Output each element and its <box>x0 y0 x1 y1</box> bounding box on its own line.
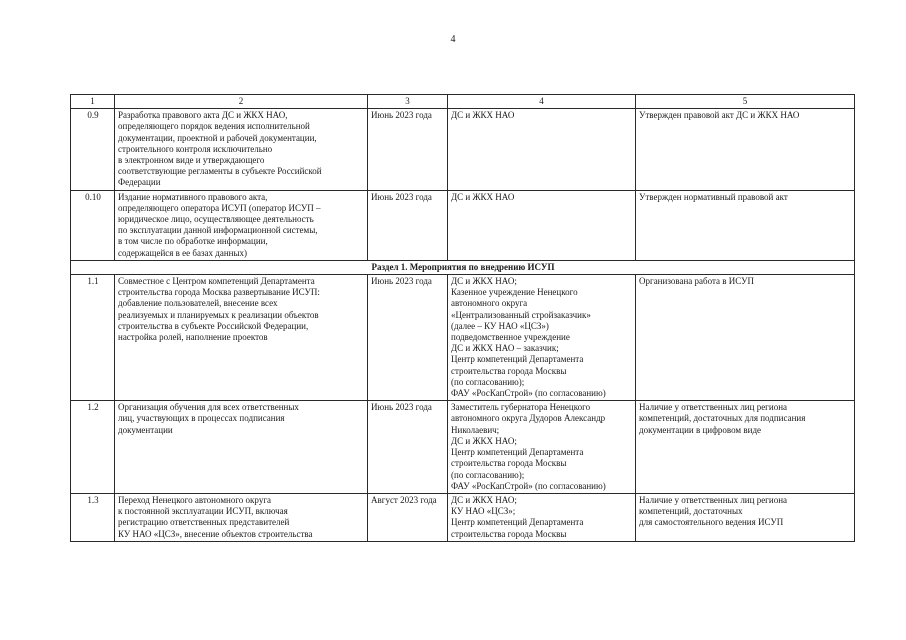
text-line: ДС и ЖКХ НАО; <box>451 435 517 446</box>
text-line: строительства города Москвы <box>451 528 567 539</box>
text-line: Организована работа в ИСУП <box>639 276 755 287</box>
table-row <box>71 109 855 190</box>
text-line: лиц, участвующих в процессах подписания <box>118 413 285 424</box>
text-line: Июнь 2023 года <box>371 110 432 121</box>
date-cell <box>368 401 448 494</box>
date-cell <box>368 275 448 401</box>
text-line: к постоянной эксплуатации ИСУП, включая <box>118 506 288 517</box>
text-line: автономного округа <box>451 298 528 309</box>
text-line: Переход Ненецкого автономного округа <box>118 494 271 505</box>
responsible-cell <box>448 275 636 401</box>
result-cell <box>636 275 855 401</box>
text-line: соответствующие регламенты в субъекте Российской <box>118 166 322 177</box>
text-line: для самостоятельного ведения ИСУП <box>639 517 784 528</box>
text-line: (далее – КУ НАО «ЦСЗ») <box>451 320 549 331</box>
task-cell <box>115 190 368 260</box>
text-line: Центр компетенций Департамента <box>451 517 584 528</box>
section-row <box>71 260 855 274</box>
date-cell <box>368 190 448 260</box>
text-line: Утвержден нормативный правовой акт <box>639 191 788 202</box>
task-cell <box>115 275 368 401</box>
text-line: Центр компетенций Департамента <box>451 354 584 365</box>
text-line: Совместное с Центром компетенций Департамента <box>118 276 315 287</box>
text-line: КУ НАО «ЦСЗ»; <box>451 506 516 517</box>
text-line: Центр компетенций Департамента <box>451 447 584 458</box>
header-cell: 4 <box>448 95 636 109</box>
text-line: Наличие у ответственных лиц региона <box>639 494 788 505</box>
text-line: Утвержден правовой акт ДС и ЖКХ НАО <box>639 110 800 121</box>
page-number: 4 <box>450 34 456 45</box>
text-line: Казенное учреждение Ненецкого <box>451 287 578 298</box>
table-row <box>71 401 855 494</box>
text-line: ДС и ЖКХ НАО – заказчик; <box>451 343 559 354</box>
text-line: документации в цифровом виде <box>639 424 762 435</box>
text-line: (по согласованию); <box>451 469 525 480</box>
responsible-cell <box>448 493 636 541</box>
text-line: Август 2023 года <box>371 494 437 505</box>
text-line: строительства города Москвы <box>451 458 567 469</box>
row-number: 0.9 <box>71 109 115 190</box>
text-line: компетенций, достаточных <box>639 506 743 517</box>
text-line: Организация обучения для всех ответственных <box>118 402 299 413</box>
row-number: 1.3 <box>71 493 115 541</box>
text-line: строительства города Москва развертывание ИСУП: <box>118 287 320 298</box>
text-line: реализуемых и планируемых к реализации объектов <box>118 309 319 320</box>
text-line: строительного контроля исключительно <box>118 143 273 154</box>
text-line: ДС и ЖКХ НАО; <box>451 276 517 287</box>
result-cell <box>636 109 855 190</box>
text-line: Федерации <box>118 177 161 188</box>
header-cell: 3 <box>368 95 448 109</box>
text-line: в электронном виде и утверждающего <box>118 155 265 166</box>
text-line: документации, проектной и рабочей документации, <box>118 132 317 143</box>
section-title: Раздел 1. Мероприятия по внедрению ИСУП <box>71 260 855 274</box>
text-line: Июнь 2023 года <box>371 276 432 287</box>
table-row <box>71 275 855 401</box>
row-number: 1.2 <box>71 401 115 494</box>
plan-table <box>70 94 855 542</box>
text-line: содержащейся в ее базах данных) <box>118 247 248 258</box>
text-line: (по согласованию); <box>451 376 525 387</box>
responsible-cell <box>448 401 636 494</box>
text-line: Июнь 2023 года <box>371 402 432 413</box>
date-cell <box>368 493 448 541</box>
text-line: ДС и ЖКХ НАО <box>451 110 515 121</box>
text-line: определяющего порядок ведения исполнительной <box>118 121 310 132</box>
row-number: 0.10 <box>71 190 115 260</box>
text-line: ФАУ «РосКапСтрой» (по согласованию) <box>451 480 606 491</box>
text-line: ФАУ «РосКапСтрой» (по согласованию) <box>451 388 606 399</box>
text-line: настройка ролей, наполнение проектов <box>118 332 268 343</box>
text-line: автономного округа Дудоров Александр <box>451 413 606 424</box>
responsible-cell <box>448 190 636 260</box>
text-line: добавление пользователей, внесение всех <box>118 298 278 309</box>
header-row <box>71 95 855 109</box>
task-cell <box>115 401 368 494</box>
header-cell: 2 <box>115 95 368 109</box>
text-line: определяющего оператора ИСУП (оператор ИСУП – <box>118 202 321 213</box>
text-line: Издание нормативного правового акта, <box>118 191 268 202</box>
text-line: Наличие у ответственных лиц региона <box>639 402 788 413</box>
text-line: юридическое лицо, осуществляющее деятельность <box>118 214 314 225</box>
text-line: компетенций, достаточных для подписания <box>639 413 806 424</box>
date-cell <box>368 109 448 190</box>
text-line: документации <box>118 424 173 435</box>
text-line: по эксплуатации данной информационной системы, <box>118 225 318 236</box>
result-cell <box>636 401 855 494</box>
text-line: Июнь 2023 года <box>371 191 432 202</box>
header-cell: 5 <box>636 95 855 109</box>
text-line: в том числе по обработке информации, <box>118 236 268 247</box>
text-line: подведомственное учреждение <box>451 332 570 343</box>
text-line: «Централизованный стройзаказчик» <box>451 309 591 320</box>
text-line: регистрацию ответственных представителей <box>118 517 290 528</box>
task-cell <box>115 493 368 541</box>
result-cell <box>636 493 855 541</box>
text-line: строительства города Москвы <box>451 365 567 376</box>
text-line: ДС и ЖКХ НАО <box>451 191 515 202</box>
text-line: КУ НАО «ЦСЗ», внесение объектов строительства <box>118 528 313 539</box>
text-line: Заместитель губернатора Ненецкого <box>451 402 591 413</box>
responsible-cell <box>448 109 636 190</box>
header-cell: 1 <box>71 95 115 109</box>
row-number: 1.1 <box>71 275 115 401</box>
text-line: ДС и ЖКХ НАО; <box>451 494 517 505</box>
text-line: Разработка правового акта ДС и ЖКХ НАО, <box>118 110 288 121</box>
task-cell <box>115 109 368 190</box>
result-cell <box>636 190 855 260</box>
text-line: строительства в субъекте Российской Федерации, <box>118 320 309 331</box>
text-line: Николаевич; <box>451 424 500 435</box>
table-row <box>71 493 855 541</box>
table-row <box>71 190 855 260</box>
